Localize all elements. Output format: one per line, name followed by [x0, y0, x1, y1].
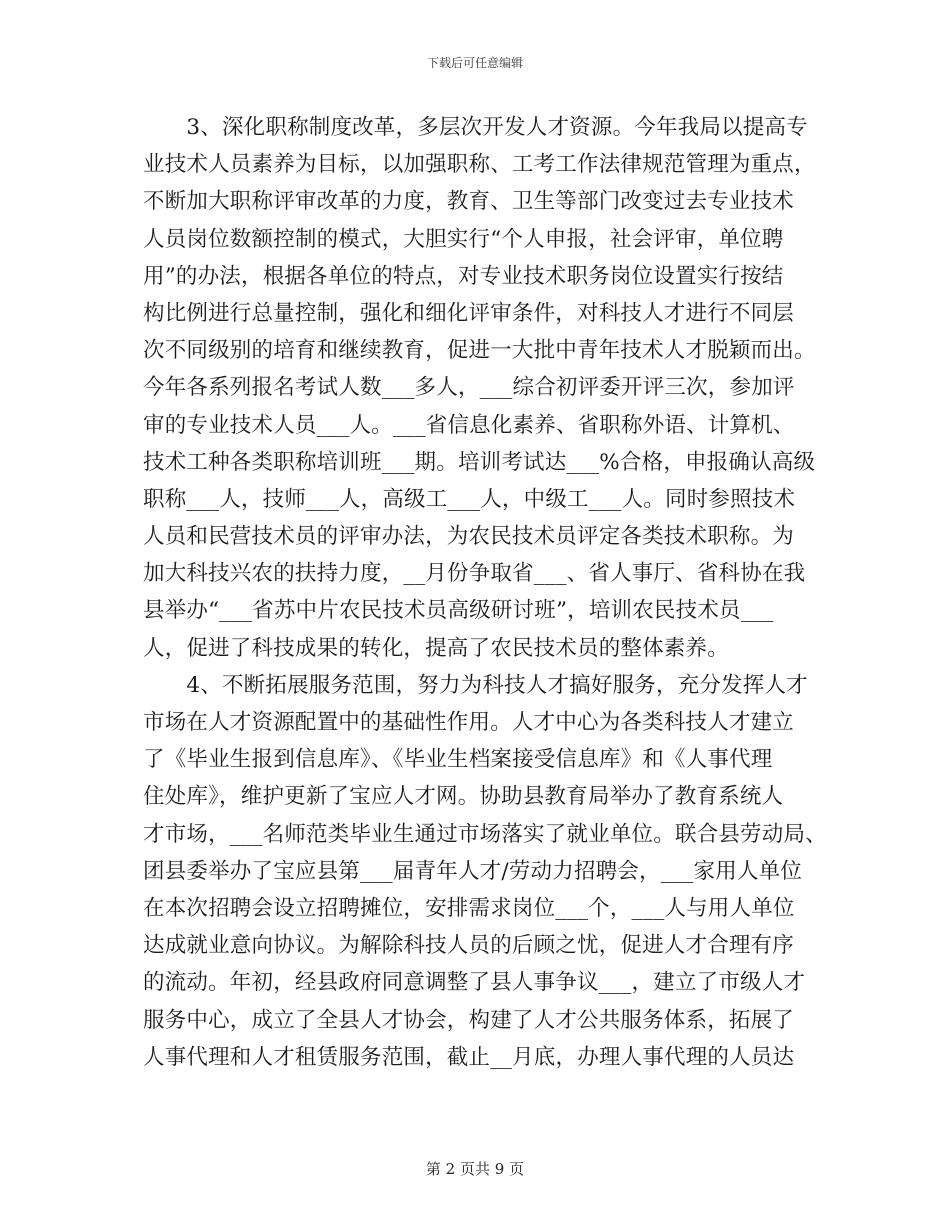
text-line: 的流动。年初，经县政府同意调整了县人事争议___，建立了市级人才 [143, 970, 806, 996]
text-line: 服务中心，成立了全县人才协会，构建了人才公共服务体系，拓展了 [143, 1007, 795, 1033]
text-line: 人员岗位数额控制的模式，大胆实行“个人申报，社会评审，单位聘 [143, 226, 784, 252]
text-line: 在本次招聘会设立招聘摊位，安排需求岗位___个，___人与用人单位 [143, 895, 795, 921]
text-line: 住处库》，维护更新了宝应人才网。协助县教育局举办了教育系统人 [143, 784, 784, 810]
text-line: 人事代理和人才租赁服务范围，截止__月底，办理人事代理的人员达 [143, 1044, 795, 1070]
text-line: 用”的办法，根据各单位的特点，对专业技术职务岗位设置实行按结 [143, 263, 784, 289]
text-line: 达成就业意向协议。为解除科技人员的后顾之忧，促进人才合理有序 [143, 933, 795, 959]
text-line: 今年各系列报名考试人数___多人，___综合初评委开评三次，参加评 [143, 375, 795, 401]
text-line: 3、深化职称制度改革，多层次开发人才资源。今年我局以提高专 [143, 115, 808, 140]
text-line: 不断加大职称评审改革的力度，教育、卫生等部门改变过去专业技术 [143, 189, 795, 215]
text-line: 才市场，___名师范类毕业生通过市场落实了就业单位。联合县劳动局、 [143, 821, 827, 847]
text-line: 业技术人员素养为目标，以加强职称、工考工作法律规范管理为重点， [143, 152, 816, 178]
text-line: 县举办“___省苏中片农民技术员高级研讨班”，培训农民技术员___ [143, 598, 774, 624]
text-line: 构比例进行总量控制，强化和细化评审条件，对科技人才进行不同层 [143, 300, 795, 326]
text-line: 了《毕业生报到信息库》、《毕业生档案接受信息库》和《人事代理 [143, 747, 773, 773]
text-line: 团县委举办了宝应县第___届青年人才/劳动力招聘会，___家用人单位 [143, 858, 803, 884]
text-line: 技术工种各类职称培训班___期。培训考试达___%合格，申报确认高级 [143, 449, 816, 475]
text-line: 职称___人，技师___人，高级工___人，中级工___人。同时参照技术 [143, 486, 796, 512]
text-line: 审的专业技术人员___人。___省信息化素养、省职称外语、计算机、 [143, 412, 795, 438]
page-footer: 第 2 页共 9 页 [425, 1160, 525, 1178]
text-line: 加大科技兴农的扶持力度，__月份争取省___、省人事厅、省科协在我 [143, 561, 806, 587]
text-line: 人，促进了科技成果的转化，提高了农民技术员的整体素养。 [143, 635, 729, 661]
page-header: 下载后可任意编辑 [426, 56, 523, 70]
text-line: 市场在人才资源配置中的基础性作用。人才中心为各类科技人才建立 [143, 710, 795, 735]
text-line: 人员和民营技术员的评审办法，为农民技术员评定各类技术职称。为 [143, 524, 795, 550]
text-line: 次不同级别的培育和继续教育，促进一大批中青年技术人才脱颖而出。 [143, 338, 816, 364]
text-line: 4、不断拓展服务范围，努力为科技人才搞好服务，充分发挥人才 [143, 672, 808, 698]
document-body [143, 109, 827, 1076]
